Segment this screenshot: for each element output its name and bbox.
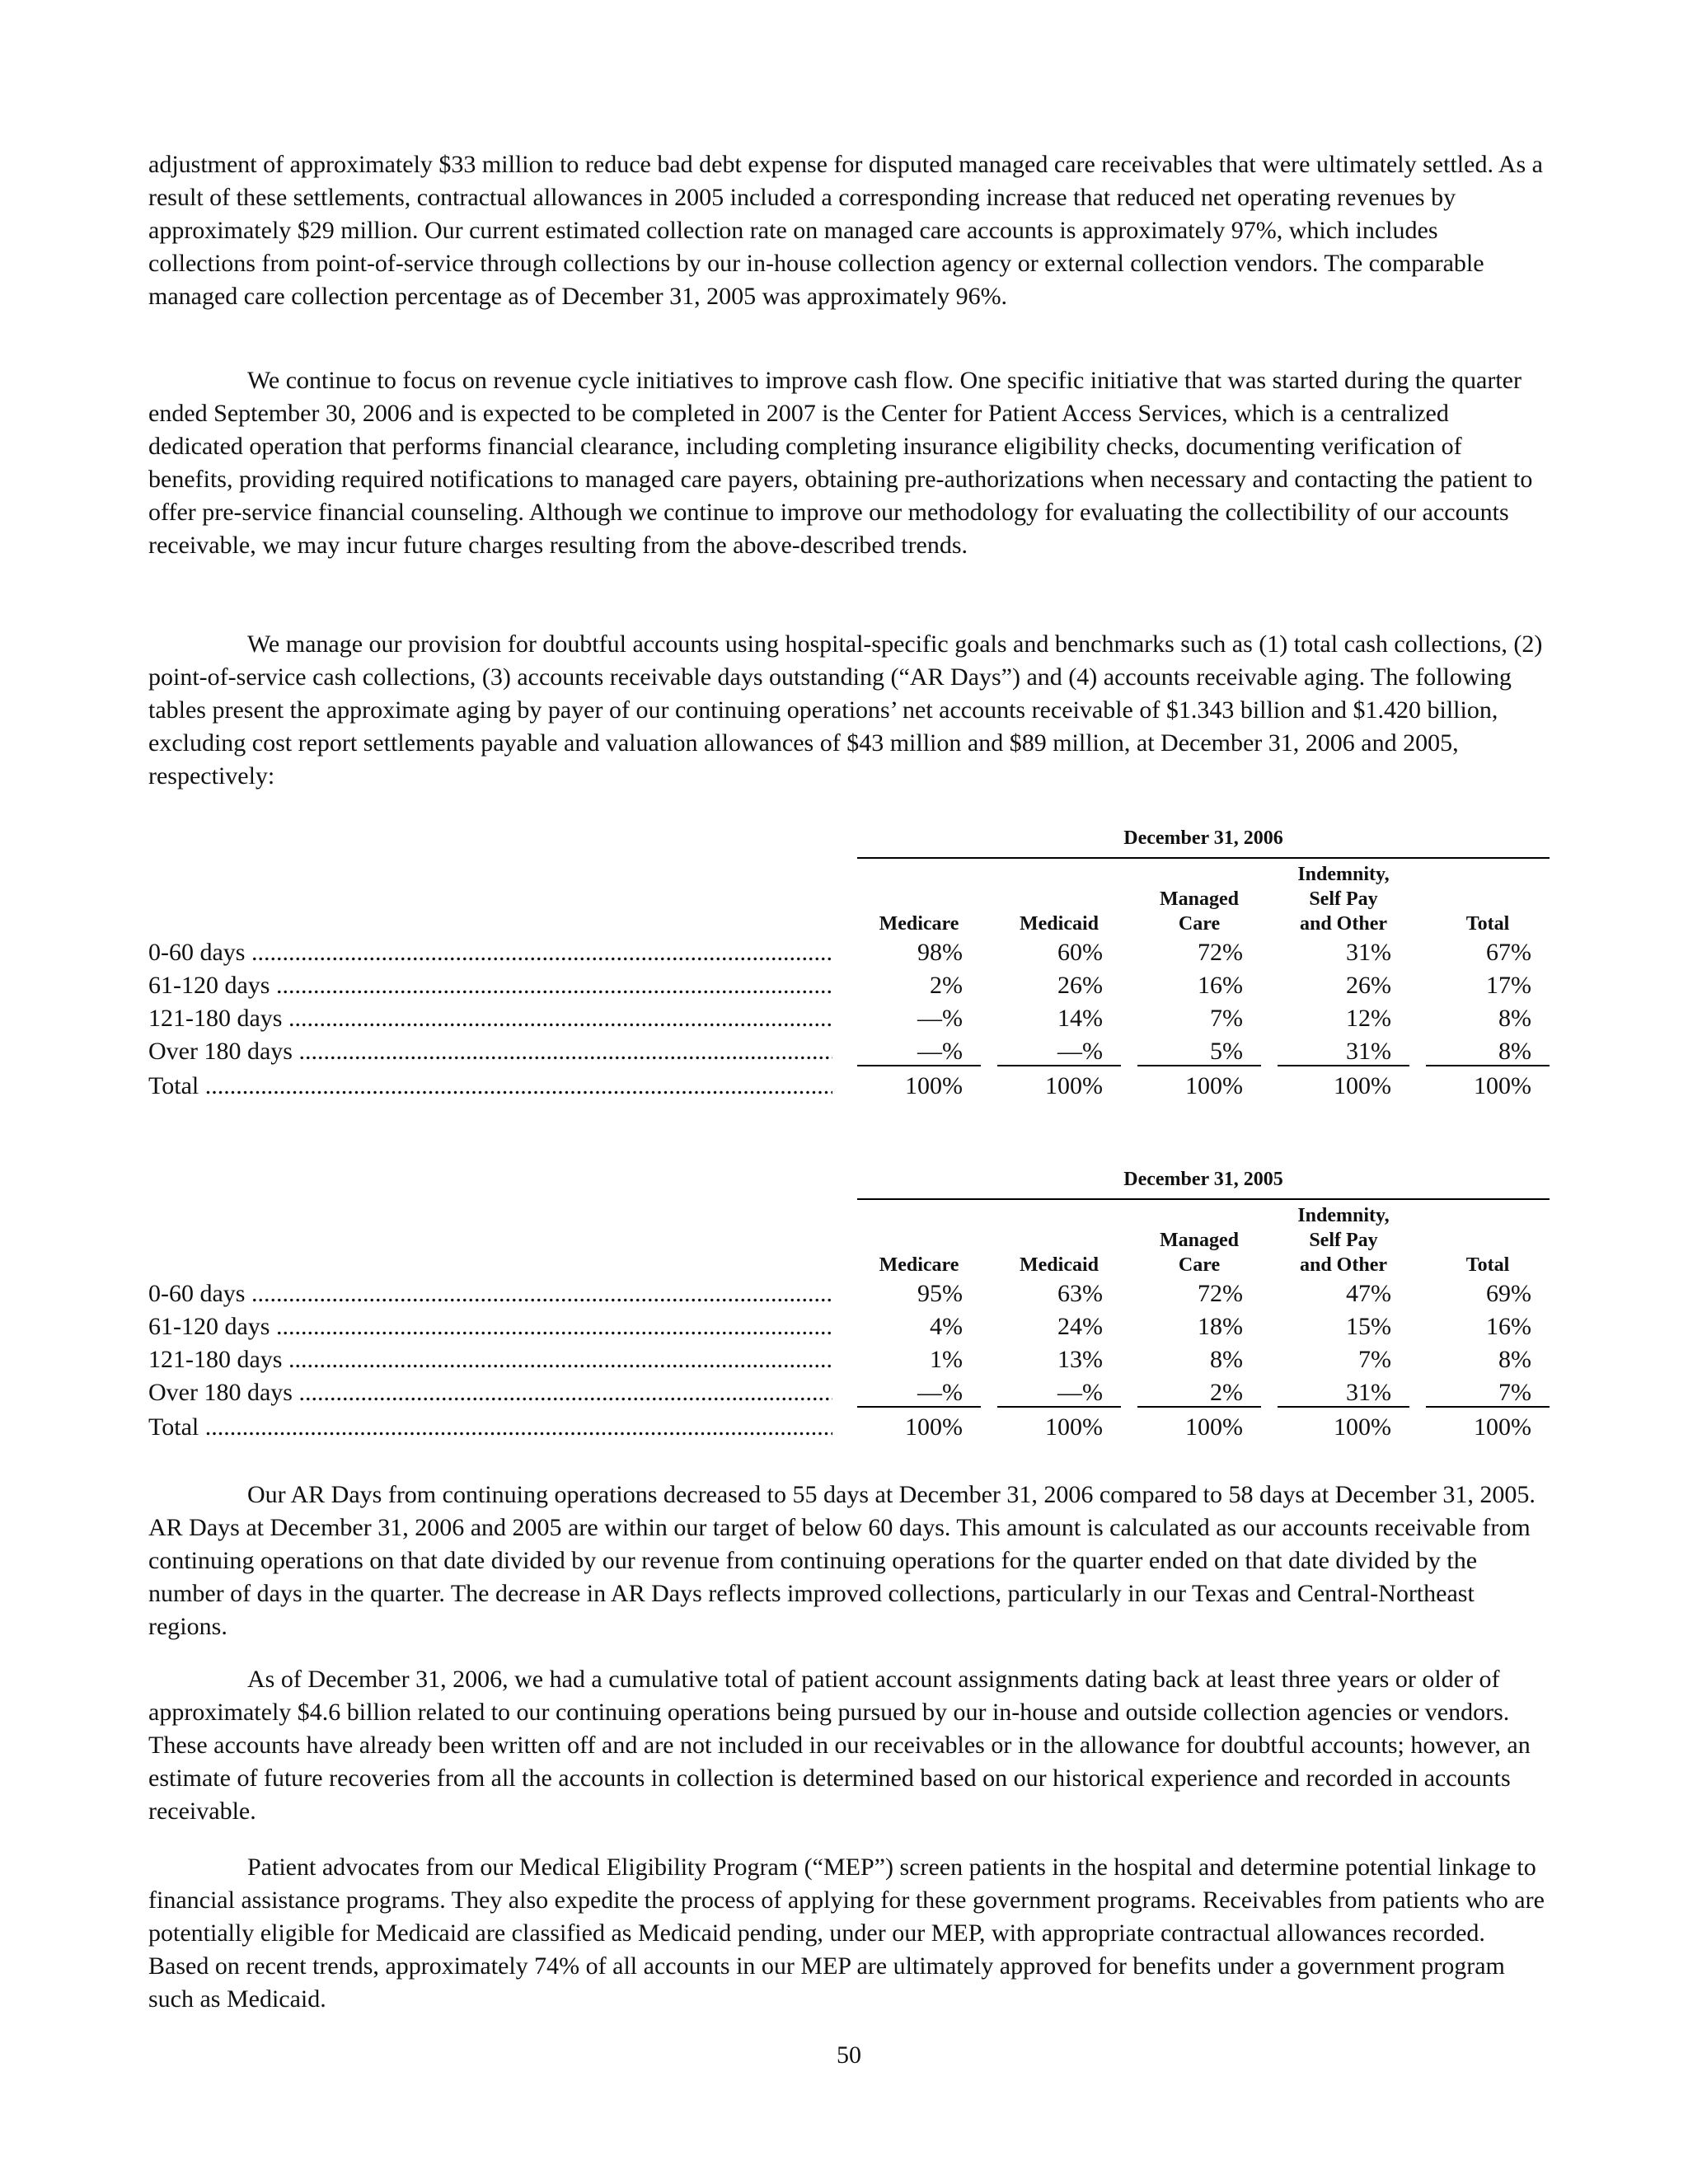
column-header-indemnity: Indemnity, Self Pay and Other bbox=[1297, 864, 1390, 935]
column-header-indemnity: Indemnity, Self Pay and Other bbox=[1297, 1205, 1390, 1276]
table-row bbox=[148, 1376, 1550, 1409]
column-header-total: Total bbox=[1465, 913, 1510, 935]
table-row-total bbox=[148, 1070, 1550, 1103]
paragraph-provision-doubtful-accounts: We manage our provision for doubtful accounts using hospital-specific goals and benchmarks such as (1) total cash collections, (2) point-of-service cash collections, (3) accounts receivable days outstanding (“AR Days”) and (4) accounts receivable aging. The following tables present the approximate aging by payer of our continuing operations’ net accounts receivable of $1.343 billion and $1.420 billion, excluding cost report settlements payable and valuation allowances of $43 million and $89 million, at December 31, 2006 and 2005, respectively: bbox=[148, 630, 1543, 790]
cell-total: 69% bbox=[1486, 1280, 1531, 1307]
cell-medicaid: 24% bbox=[1057, 1313, 1103, 1340]
cell-indemnity: 100% bbox=[1334, 1413, 1391, 1441]
table-period-title: December 31, 2005 bbox=[857, 1165, 1550, 1200]
column-header-medicare: Medicare bbox=[879, 913, 959, 935]
cell-total: 7% bbox=[1426, 1376, 1550, 1408]
column-header-total: Total bbox=[1465, 1254, 1510, 1276]
cell-total: 8% bbox=[1498, 1005, 1531, 1032]
table-row bbox=[148, 969, 1550, 1002]
cell-indemnity: 15% bbox=[1346, 1313, 1391, 1340]
cell-total: 8% bbox=[1426, 1035, 1550, 1066]
cell-total: 8% bbox=[1498, 1346, 1531, 1373]
column-header-managed-care: Managed Care bbox=[1160, 1230, 1239, 1276]
cell-indemnity: 31% bbox=[1278, 1376, 1409, 1408]
table-period-title: December 31, 2006 bbox=[857, 824, 1550, 859]
cell-managed-care: 100% bbox=[1185, 1072, 1243, 1099]
cell-indemnity: 26% bbox=[1346, 972, 1391, 999]
cell-total: 17% bbox=[1486, 972, 1531, 999]
table-header bbox=[148, 1200, 1550, 1277]
aging-table-2005 bbox=[148, 1165, 1550, 1446]
row-label: 61-120 days ..... bbox=[148, 1310, 832, 1343]
cell-medicare: —% bbox=[857, 1035, 981, 1066]
cell-medicaid: 100% bbox=[1045, 1072, 1103, 1099]
cell-managed-care: 8% bbox=[1210, 1346, 1243, 1373]
cell-medicaid: 63% bbox=[1057, 1280, 1103, 1307]
table-row bbox=[148, 1343, 1550, 1376]
cell-indemnity: 7% bbox=[1358, 1346, 1391, 1373]
column-header-managed-care: Managed Care bbox=[1160, 888, 1239, 935]
table-row-total bbox=[148, 1411, 1550, 1444]
cell-indemnity: 31% bbox=[1346, 939, 1391, 966]
cell-medicare: 1% bbox=[930, 1346, 963, 1373]
cell-managed-care: 72% bbox=[1198, 1280, 1243, 1307]
paragraph-revenue-cycle: We continue to focus on revenue cycle initiatives to improve cash flow. One specific initiative that was started during the quarter ended September 30, 2006 and is expected to be completed in 2007 is the Center for Patient Access Services, which is a centralized dedicated operation that performs financial clearance, including completing insurance eligibility checks, documenting verification of benefits, providing required notifications to managed care payers, obtaining pre-authorizations when necessary and contacting the patient to offer pre-service financial counseling. Although we continue to improve our methodology for evaluating the collectibility of our accounts receivable, we may incur future charges resulting from the above-described trends. bbox=[148, 367, 1533, 559]
page-number: 50 bbox=[837, 2041, 861, 2069]
cell-indemnity: 100% bbox=[1334, 1072, 1391, 1099]
paragraph-medical-eligibility-program: Patient advocates from our Medical Eligibility Program (“MEP”) screen patients in the hospital and determine potential linkage to financial assistance programs. They also expedite the process of applying for these government programs. Receivables from patients who are potentially eligible for Medicaid are classified as Medicaid pending, under our MEP, with appropriate contractual allowances recorded. Based on recent trends, approximately 74% of all accounts in our MEP are ultimately approved for benefits under a government program such as Medicaid. bbox=[148, 1854, 1545, 2013]
cell-medicare: 4% bbox=[930, 1313, 963, 1340]
cell-total: 67% bbox=[1486, 939, 1531, 966]
cell-medicaid: 60% bbox=[1057, 939, 1103, 966]
cell-medicaid: —% bbox=[997, 1376, 1121, 1408]
row-label: Over 180 days ..... bbox=[148, 1376, 832, 1409]
table-row bbox=[148, 1002, 1550, 1035]
cell-managed-care: 100% bbox=[1185, 1413, 1243, 1441]
cell-medicare: 100% bbox=[905, 1072, 963, 1099]
row-label: Total ..... bbox=[148, 1070, 832, 1103]
row-label: Total ..... bbox=[148, 1411, 832, 1444]
cell-medicare: —% bbox=[917, 1005, 963, 1032]
cell-medicaid: 13% bbox=[1057, 1346, 1103, 1373]
row-label: 121-180 days ..... bbox=[148, 1343, 832, 1376]
cell-managed-care: 18% bbox=[1198, 1313, 1243, 1340]
column-header-medicaid: Medicaid bbox=[1020, 1254, 1099, 1276]
table-row bbox=[148, 936, 1550, 969]
cell-medicare: 98% bbox=[917, 939, 963, 966]
cell-medicaid: 100% bbox=[1045, 1413, 1103, 1441]
cell-managed-care: 7% bbox=[1210, 1005, 1243, 1032]
column-header-medicare: Medicare bbox=[879, 1254, 959, 1276]
paragraph-ar-days: Our AR Days from continuing operations decreased to 55 days at December 31, 2006 compared to 58 days at December 31, 2005. AR Days at December 31, 2006 and 2005 are within our target of below 60 days. This amount is calculated as our accounts receivable from continuing operations on that date divided by our revenue from continuing operations for the quarter ended on that date divided by the number of days in the quarter. The decrease in AR Days reflects improved collections, particularly in our Texas and Central-Northeast regions. bbox=[148, 1481, 1536, 1640]
cell-medicaid: 14% bbox=[1057, 1005, 1103, 1032]
cell-managed-care: 2% bbox=[1137, 1376, 1261, 1408]
cell-managed-care: 5% bbox=[1137, 1035, 1261, 1066]
cell-total: 100% bbox=[1474, 1413, 1531, 1441]
cell-medicaid: —% bbox=[997, 1035, 1121, 1066]
table-row bbox=[148, 1310, 1550, 1343]
cell-managed-care: 72% bbox=[1198, 939, 1243, 966]
aging-table-2006 bbox=[148, 824, 1550, 1104]
table-row bbox=[148, 1277, 1550, 1310]
row-label: 0-60 days ..... bbox=[148, 1277, 832, 1310]
table-row bbox=[148, 1035, 1550, 1068]
cell-medicare: 2% bbox=[930, 972, 963, 999]
cell-indemnity: 31% bbox=[1278, 1035, 1409, 1066]
row-label: Over 180 days ..... bbox=[148, 1035, 832, 1068]
row-label: 61-120 days ..... bbox=[148, 969, 832, 1002]
cell-medicaid: 26% bbox=[1057, 972, 1103, 999]
cell-total: 16% bbox=[1486, 1313, 1531, 1340]
cell-total: 100% bbox=[1474, 1072, 1531, 1099]
table-header bbox=[148, 859, 1550, 936]
row-label: 0-60 days ..... bbox=[148, 936, 832, 969]
row-label: 121-180 days ..... bbox=[148, 1002, 832, 1035]
paragraph-bad-debt-adjustment: adjustment of approximately $33 million to reduce bad debt expense for disputed managed care receivables that were ultimately settled. As a result of these settlements, contractual allowances in 2005 included a corresponding increase that reduced net operating revenues by approximately $29 million. Our current estimated collection rate on managed care accounts is approximately 97%, which includes collections from point-of-service through collections by our in-house collection agency or external collection vendors. The comparable managed care collection percentage as of December 31, 2005 was approximately 96%. bbox=[148, 151, 1543, 310]
cell-medicare: 100% bbox=[905, 1413, 963, 1441]
cell-indemnity: 47% bbox=[1346, 1280, 1391, 1307]
cell-medicare: —% bbox=[857, 1376, 981, 1408]
cell-indemnity: 12% bbox=[1346, 1005, 1391, 1032]
cell-medicare: 95% bbox=[917, 1280, 963, 1307]
paragraph-collection-assignments: As of December 31, 2006, we had a cumulative total of patient account assignments dating back at least three years or older of approximately $4.6 billion related to our continuing operations being pursued by our in-house and outside collection agencies or vendors. These accounts have already been written off and are not included in our receivables or in the allowance for doubtful accounts; however, an estimate of future recoveries from all the accounts in collection is determined based on our historical experience and recorded in accounts receivable. bbox=[148, 1666, 1531, 1825]
cell-managed-care: 16% bbox=[1198, 972, 1243, 999]
column-header-medicaid: Medicaid bbox=[1020, 913, 1099, 935]
